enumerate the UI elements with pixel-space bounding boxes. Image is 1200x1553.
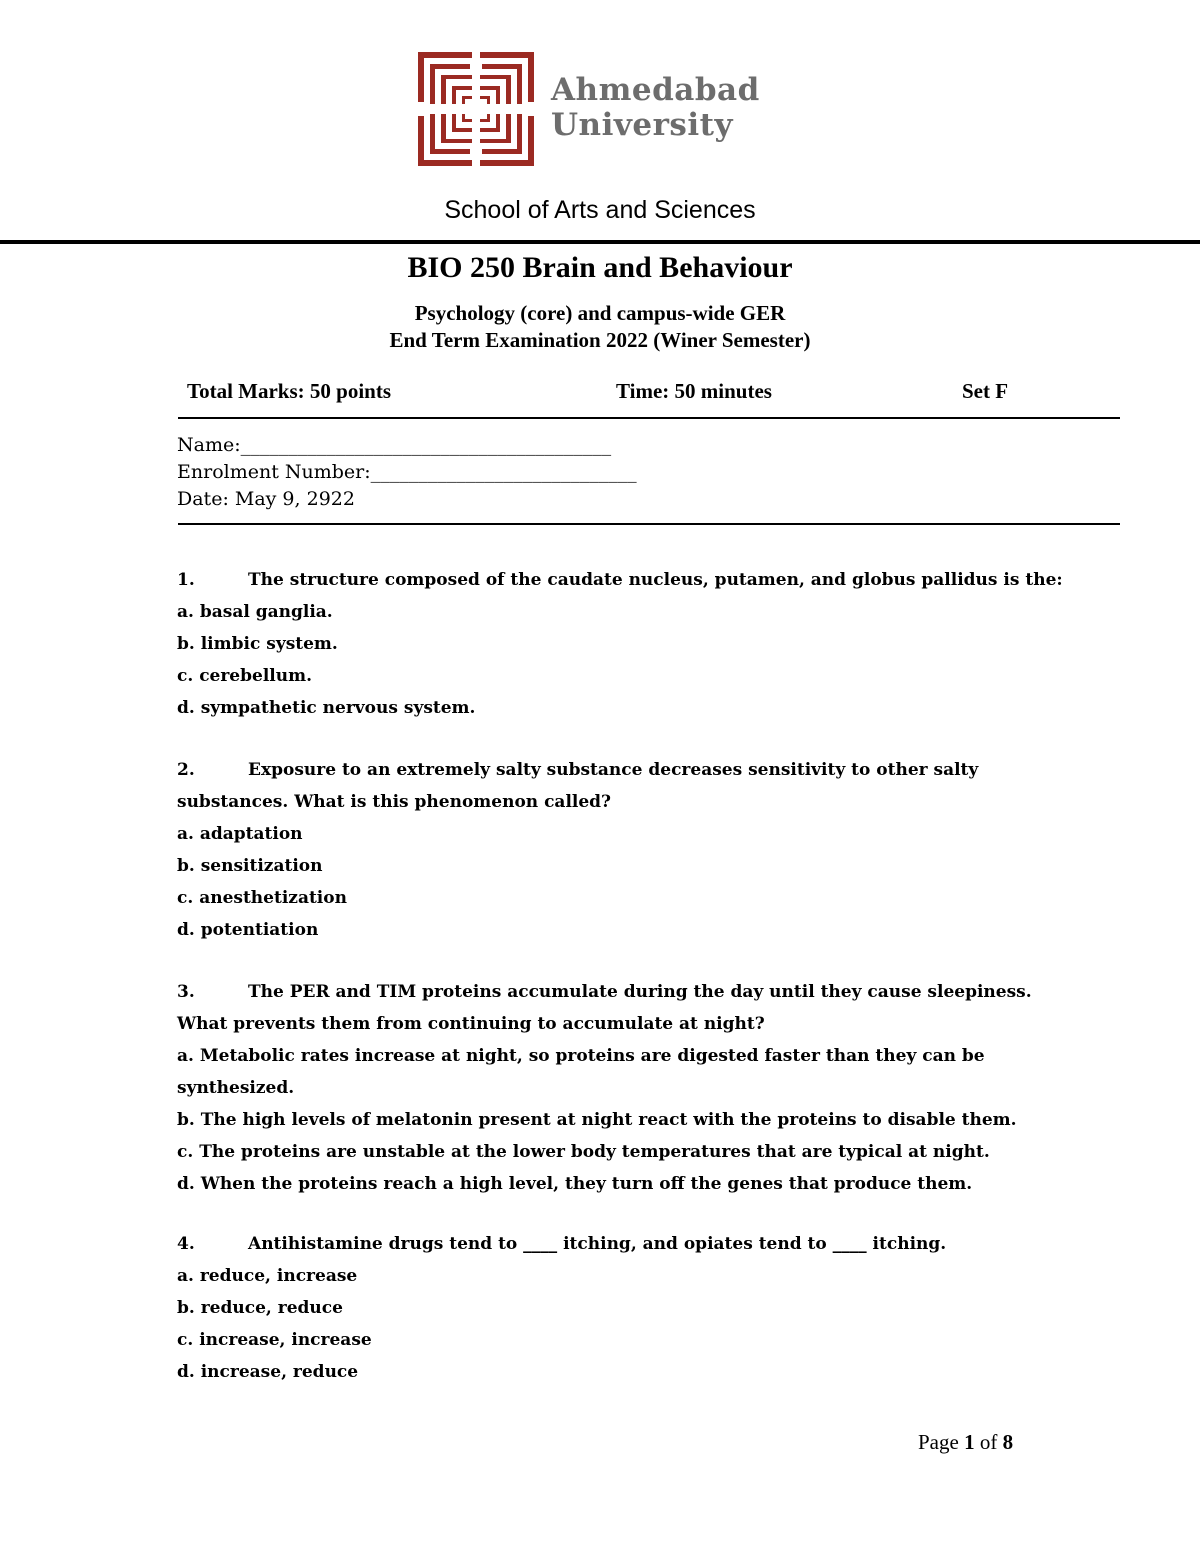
fields-divider — [178, 523, 1120, 525]
option: c. anesthetization — [177, 888, 347, 908]
university-logo — [418, 52, 534, 166]
logo-mark-icon — [418, 52, 534, 166]
university-name-line2: University — [551, 107, 733, 143]
option: b. reduce, reduce — [177, 1298, 343, 1318]
option: b. limbic system. — [177, 634, 338, 654]
total-pages: 8 — [1002, 1430, 1014, 1454]
question-text: 3. The PER and TIM proteins accumulate during the day until they cause sleepiness. — [177, 976, 1032, 1008]
question-text: 2. Exposure to an extremely salty substance decreases sensitivity to other salty — [177, 754, 978, 786]
option: b. sensitization — [177, 856, 323, 876]
option: d. When the proteins reach a high level, they turn off the genes that produce them. — [177, 1174, 973, 1194]
exam-subtitle-2: End Term Examination 2022 (Winer Semester) — [389, 328, 811, 352]
question-number: 3. — [177, 982, 195, 1002]
question-4 — [177, 1228, 946, 1388]
question-number: 1. — [177, 570, 195, 590]
option: d. potentiation — [177, 920, 319, 940]
total-marks: Total Marks: 50 points — [187, 379, 392, 403]
option: a. basal ganglia. — [177, 602, 333, 622]
question-3 — [177, 976, 1032, 1200]
question-1 — [177, 564, 1063, 724]
option: c. increase, increase — [177, 1330, 372, 1350]
exam-set: Set F — [962, 379, 1009, 403]
current-page: 1 — [964, 1430, 975, 1454]
option: a. Metabolic rates increase at night, so proteins are digested faster than they can be — [177, 1046, 985, 1066]
exam-title: BIO 250 Brain and Behaviour — [407, 251, 793, 284]
option: d. increase, reduce — [177, 1362, 359, 1382]
question-text-cont: substances. What is this phenomenon called? — [177, 792, 612, 812]
question-2 — [177, 754, 978, 946]
option: a. reduce, increase — [177, 1266, 358, 1286]
exam-subtitle-1: Psychology (core) and campus-wide GER — [414, 301, 786, 325]
page-indicator: Page 1 of 8 — [918, 1430, 1014, 1454]
option: d. sympathetic nervous system. — [177, 698, 476, 718]
option: b. The high levels of melatonin present at night react with the proteins to disable them. — [177, 1110, 1017, 1130]
option-cont: synthesized. — [177, 1078, 295, 1098]
option: a. adaptation — [177, 824, 303, 844]
question-number: 4. — [177, 1234, 195, 1254]
enrolment-field[interactable]: Enrolment Number:____________________________ — [177, 461, 637, 483]
school-name: School of Arts and Sciences — [444, 196, 756, 224]
question-text: 4. Antihistamine drugs tend to ____ itching, and opiates tend to ____ itching. — [177, 1228, 946, 1260]
header-divider — [0, 240, 1200, 244]
option: c. The proteins are unstable at the lower body temperatures that are typical at night. — [177, 1142, 990, 1162]
question-text: 1. The structure composed of the caudate nucleus, putamen, and globus pallidus is the: — [177, 564, 1063, 596]
name-field[interactable]: Name:_______________________________________ — [177, 434, 612, 456]
exam-time: Time: 50 minutes — [616, 379, 772, 403]
university-name-line1: Ahmedabad — [551, 72, 760, 108]
meta-divider — [178, 417, 1120, 419]
option: c. cerebellum. — [177, 666, 313, 686]
question-text-cont: What prevents them from continuing to accumulate at night? — [177, 1014, 765, 1034]
date-field: Date: May 9, 2922 — [177, 488, 355, 510]
question-number: 2. — [177, 760, 195, 780]
